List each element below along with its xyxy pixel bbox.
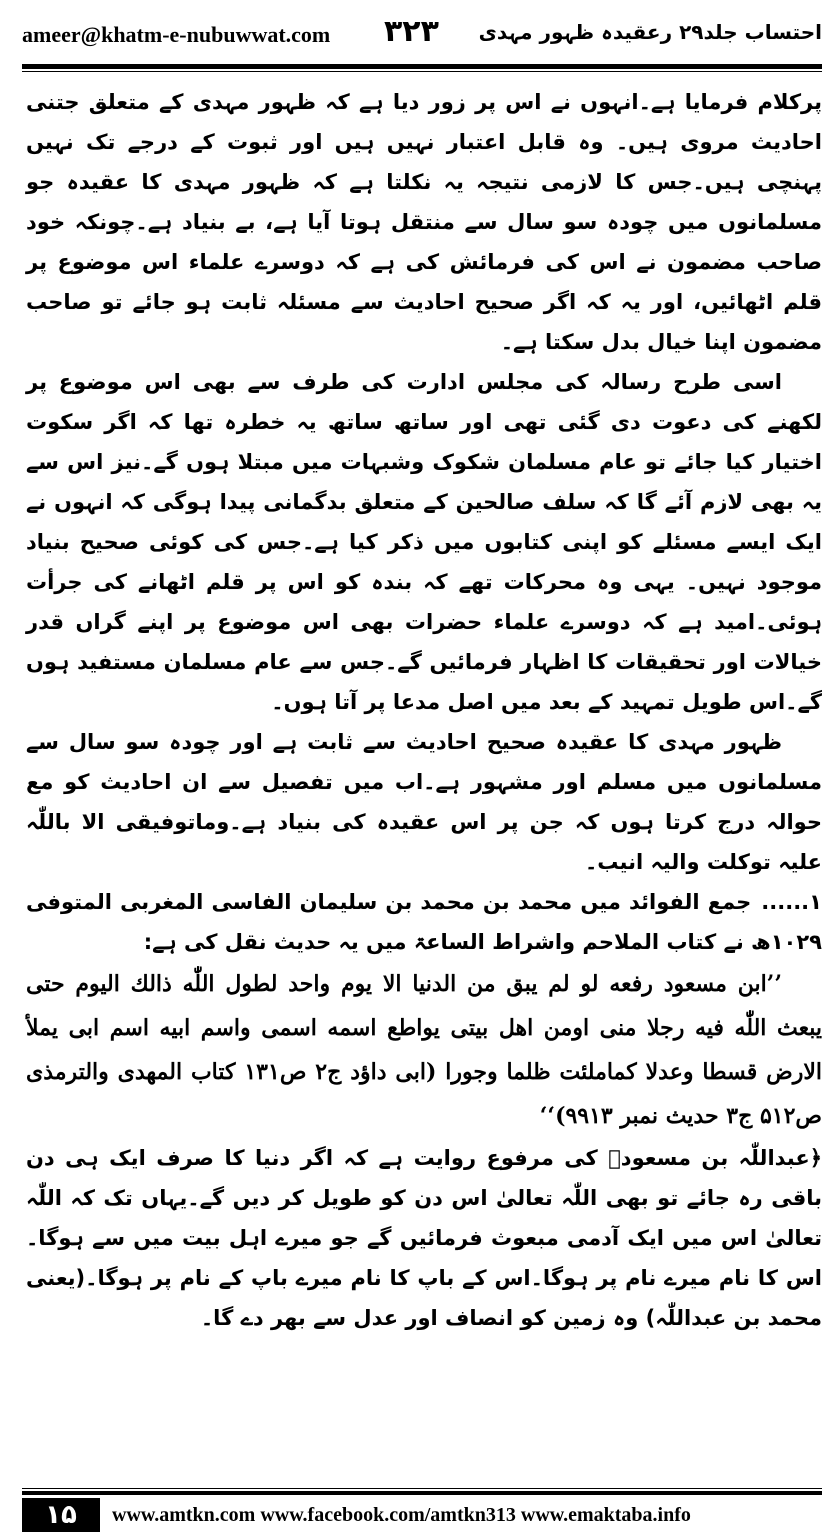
page-footer xyxy=(22,1488,822,1532)
hadith-arabic-text: ’’ابن مسعود رفعه لو لم یبق من الدنیا الا یوم واحد لطول اللّٰه ذالك الیوم حتی یبعث اللّٰه فیه رجلا منی اومن اهل بیتی یواطع اسمه اسمی واسم ابیه اسم ابی یملأ الارض قسطا وعدلا کماملئت ظلما وجورا (ابی داؤد ج۲ ص۱۳۱ کتاب المهدی والترمذی ص۵۱۲ ج۳ حدیث نمبر ۹۹۱۳)‘‘ xyxy=(26,971,822,1129)
paragraph-3: ظہور مہدی کا عقیدہ صحیح احادیث سے ثابت ہے اور چودہ سو سال سے مسلمانوں میں مسلم اور مشہور ہے۔اب میں تفصیل سے ان احادیث کو مع حوالہ درج کرتا ہوں کہ جن پر اس عقیدہ کی بنیاد ہے۔وماتوفیقی الا باللّٰہ علیہ توکلت والیہ انیب۔ xyxy=(26,730,822,874)
paragraph-1: پرکلام فرمایا ہے۔انہوں نے اس پر زور دیا ہے کہ ظہور مہدی کے متعلق جتنی احادیث مروی ہیں۔ وہ قابل اعتبار نہیں ہیں اور ثبوت کے درجے تک نہیں پہنچی ہیں۔جس کا لازمی نتیجہ یہ نکلتا ہے کہ ظہور مہدی کا عقیدہ جو مسلمانوں میں چودہ سو سال سے منتقل ہوتا آیا ہے، بے بنیاد ہے۔چونکہ خود صاحب مضمون نے اس کی فرمائش کی ہے کہ دوسرے علماء اس موضوع پر قلم اٹھائیں، اور یہ کہ اگر صحیح احادیث سے مسئلہ ثابت ہو جائے تو صاحب مضمون اپنا خیال بدل سکتا ہے۔ xyxy=(26,90,822,354)
item-marker: ۱...... xyxy=(761,890,822,914)
footer-divider xyxy=(22,1488,822,1495)
header-page-number: ۳۲۳ xyxy=(384,14,439,49)
page-header xyxy=(22,14,822,58)
header-divider xyxy=(22,64,822,72)
page-body xyxy=(26,82,822,1338)
header-running-title: احتساب جلد۲۹ رعقیدہ ظہور مہدی xyxy=(478,20,822,44)
numbered-item-1 xyxy=(26,882,822,962)
footer-website-links: www.amtkn.com www.facebook.com/amtkn313 www.emaktaba.info xyxy=(112,1504,691,1526)
item-text: جمع الفوائد میں محمد بن محمد بن سلیمان الفاسی المغربی المتوفی ۱۰۲۹ھ نے کتاب الملاحم واشراط الساعۃ میں یہ حدیث نقل کی ہے: xyxy=(26,890,822,954)
hadith-translation: ﴿عبداللّٰہ بن مسعودؓ کی مرفوع روایت ہے کہ اگر دنیا کا صرف ایک ہی دن باقی رہ جائے تو بھی اللّٰہ تعالیٰ اس دن کو طویل کر دیں گے۔یہاں تک کہ اللّٰہ تعالیٰ اس میں ایک آدمی مبعوث فرمائیں گے جو میرے اہل بیت میں سے ہوگا۔اس کا نام میرے نام پر ہوگا۔اس کے باپ کا نام میرے باپ کے نام پر ہوگا۔(یعنی محمد بن عبداللّٰہ) وہ زمین کو انصاف اور عدل سے بھر دے گا۔ xyxy=(26,1146,822,1330)
paragraph-2: اسی طرح رسالہ کی مجلس ادارت کی طرف سے بھی اس موضوع پر لکھنے کی دعوت دی گئی تھی اور ساتھ ساتھ یہ خطرہ تھا کہ اگر سکوت اختیار کیا جائے تو عام مسلمان شکوک وشبہات میں مبتلا ہوں گے۔نیز اس سے یہ بھی لازم آئے گا کہ سلف صالحین کے متعلق بدگمانی پیدا ہوگی کہ انہوں نے ایک ایسے مسئلے کو اپنی کتابوں میں ذکر کیا ہے۔جس کی کوئی صحیح بنیاد موجود نہیں۔ یہی وہ محرکات تھے کہ بندہ کو اس پر قلم اٹھانے کی جرأت ہوئی۔امید ہے کہ دوسرے علماء حضرات بھی اس موضوع پر اپنے گراں قدر خیالات اور تحقیقات کا اظہار فرمائیں گے۔جس سے عام مسلمان مستفید ہوں گے۔اس طویل تمہید کے بعد میں اصل مدعا پر آتا ہوں۔ xyxy=(26,370,822,714)
footer-page-badge: ۱۵ xyxy=(22,1498,100,1532)
header-email: ameer@khatm-e-nubuwwat.com xyxy=(22,22,331,47)
